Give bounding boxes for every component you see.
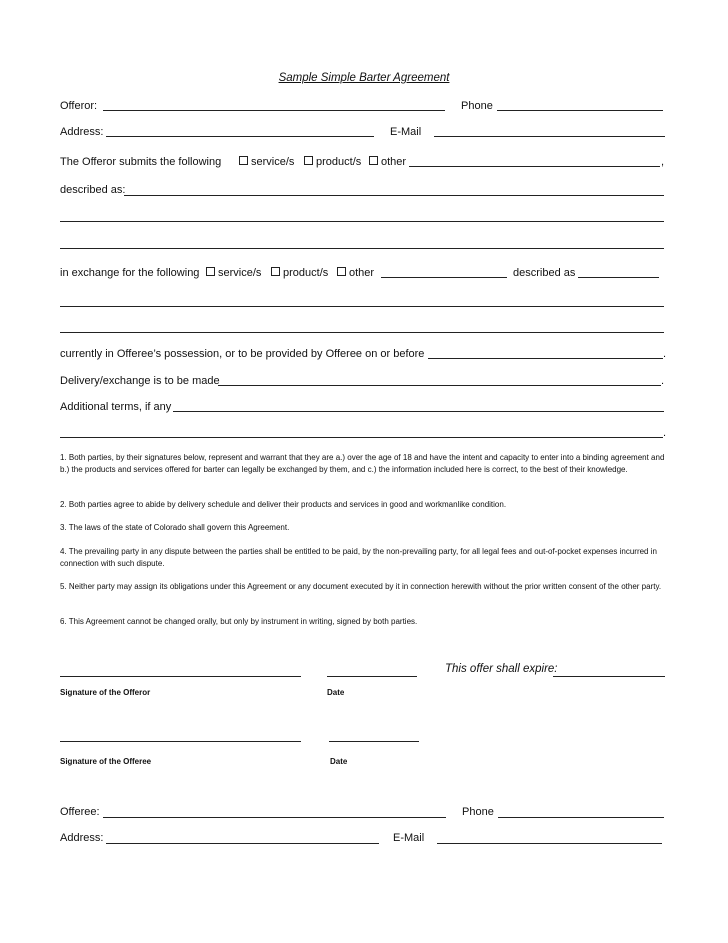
exchange-description-line-3[interactable] <box>60 332 664 333</box>
offeree-phone-field[interactable] <box>498 817 664 818</box>
term-5: 5. Neither party may assign its obligations under this Agreement or any document executed by it in connection herewith without the prior written consent of the other party. <box>60 582 662 591</box>
exchange-other-field[interactable] <box>381 277 507 278</box>
offer-description-field[interactable] <box>124 195 664 196</box>
delivery-period: . <box>661 375 665 387</box>
offer-description-line-3[interactable] <box>60 248 664 249</box>
exchange-other-label: other <box>349 267 375 279</box>
term-2: 2. Both parties agree to abide by delivery schedule and deliver their products and services in good and workmanlike condition. <box>60 500 507 509</box>
exchange-service-label: service/s <box>218 267 262 279</box>
term-4: 4. The prevailing party in any dispute between the parties shall be entitled to be paid, by the non-prevailing party, for all legal fees and out-of-pocket expenses incurred in connection with such dispute. <box>60 547 657 568</box>
offeror-name-field[interactable] <box>103 110 445 111</box>
offeror-email-label: E-Mail <box>390 126 422 138</box>
exchange-described-label: described as <box>513 267 576 279</box>
offeror-signature-field[interactable] <box>60 676 301 677</box>
additional-terms-line-2[interactable] <box>60 437 663 438</box>
offeror-signature-label: Signature of the Offeror <box>60 688 151 697</box>
additional-terms-label: Additional terms, if any <box>60 401 172 413</box>
offeree-date-label: Date <box>330 757 348 766</box>
expire-date-field[interactable] <box>553 676 665 677</box>
offeree-address-field[interactable] <box>106 843 379 844</box>
offer-other-label: other <box>381 156 407 168</box>
exchange-service-checkbox-icon[interactable] <box>206 267 215 276</box>
possession-period: . <box>663 348 667 360</box>
offeror-label: Offeror: <box>60 100 98 112</box>
offeree-date-field[interactable] <box>329 741 419 742</box>
delivery-field[interactable] <box>218 385 661 386</box>
additional-period: . <box>663 427 667 439</box>
offeror-address-label: Address: <box>60 126 104 138</box>
offer-described-label: described as: <box>60 184 126 196</box>
possession-date-field[interactable] <box>428 358 663 359</box>
product-checkbox-icon[interactable] <box>304 156 313 165</box>
offeree-phone-label: Phone <box>462 806 494 818</box>
additional-terms-field[interactable] <box>173 411 664 412</box>
other-checkbox-icon[interactable] <box>369 156 378 165</box>
offer-service-label: service/s <box>251 156 295 168</box>
term-6: 6. This Agreement cannot be changed orally, but only by instrument in writing, signed by both parties. <box>60 617 418 626</box>
exchange-other-checkbox-icon[interactable] <box>337 267 346 276</box>
possession-text: currently in Offeree’s possession, or to be provided by Offeree on or before <box>60 348 425 360</box>
offer-lead-text: The Offeror submits the following <box>60 156 222 168</box>
exchange-product-option[interactable] <box>271 267 328 279</box>
delivery-label: Delivery/exchange is to be made <box>60 375 220 387</box>
exchange-product-checkbox-icon[interactable] <box>271 267 280 276</box>
offer-other-field[interactable] <box>409 166 660 167</box>
exchange-lead-text: in exchange for the following <box>60 267 200 279</box>
offeror-phone-field[interactable] <box>497 110 663 111</box>
term-3: 3. The laws of the state of Colorado shall govern this Agreement. <box>60 523 290 532</box>
offeree-email-field[interactable] <box>437 843 662 844</box>
offeree-email-label: E-Mail <box>393 832 425 844</box>
offeror-email-field[interactable] <box>434 136 665 137</box>
offer-other-option[interactable] <box>369 156 406 168</box>
exchange-other-option[interactable] <box>337 267 374 279</box>
expire-label: This offer shall expire: <box>445 663 558 675</box>
offeree-address-label: Address: <box>60 832 104 844</box>
offer-product-option[interactable] <box>304 156 361 168</box>
service-checkbox-icon[interactable] <box>239 156 248 165</box>
exchange-product-label: product/s <box>283 267 329 279</box>
offeree-label: Offeree: <box>60 806 100 818</box>
offer-service-option[interactable] <box>239 156 294 168</box>
exchange-service-option[interactable] <box>206 267 261 279</box>
document-title: Sample Simple Barter Agreement <box>278 72 450 84</box>
term-1: 1. Both parties, by their signatures below, represent and warrant that they are a.) over the age of 18 and have the intent and capacity to enter into a binding agreement and b.) the products and services offered for barter can legally be exchanged by them, and c.) the information included here is correct, to the best of their knowledge. <box>60 453 665 474</box>
offer-comma: , <box>661 156 665 168</box>
offeree-signature-field[interactable] <box>60 741 301 742</box>
offer-product-label: product/s <box>316 156 362 168</box>
offeror-phone-label: Phone <box>461 100 493 112</box>
offeror-date-label: Date <box>327 688 345 697</box>
exchange-description-field[interactable] <box>578 277 659 278</box>
offeree-name-field[interactable] <box>103 817 446 818</box>
offeror-address-field[interactable] <box>106 136 374 137</box>
offeree-signature-label: Signature of the Offeree <box>60 757 152 766</box>
exchange-description-line-2[interactable] <box>60 306 664 307</box>
offer-description-line-2[interactable] <box>60 221 664 222</box>
offeror-date-field[interactable] <box>327 676 417 677</box>
